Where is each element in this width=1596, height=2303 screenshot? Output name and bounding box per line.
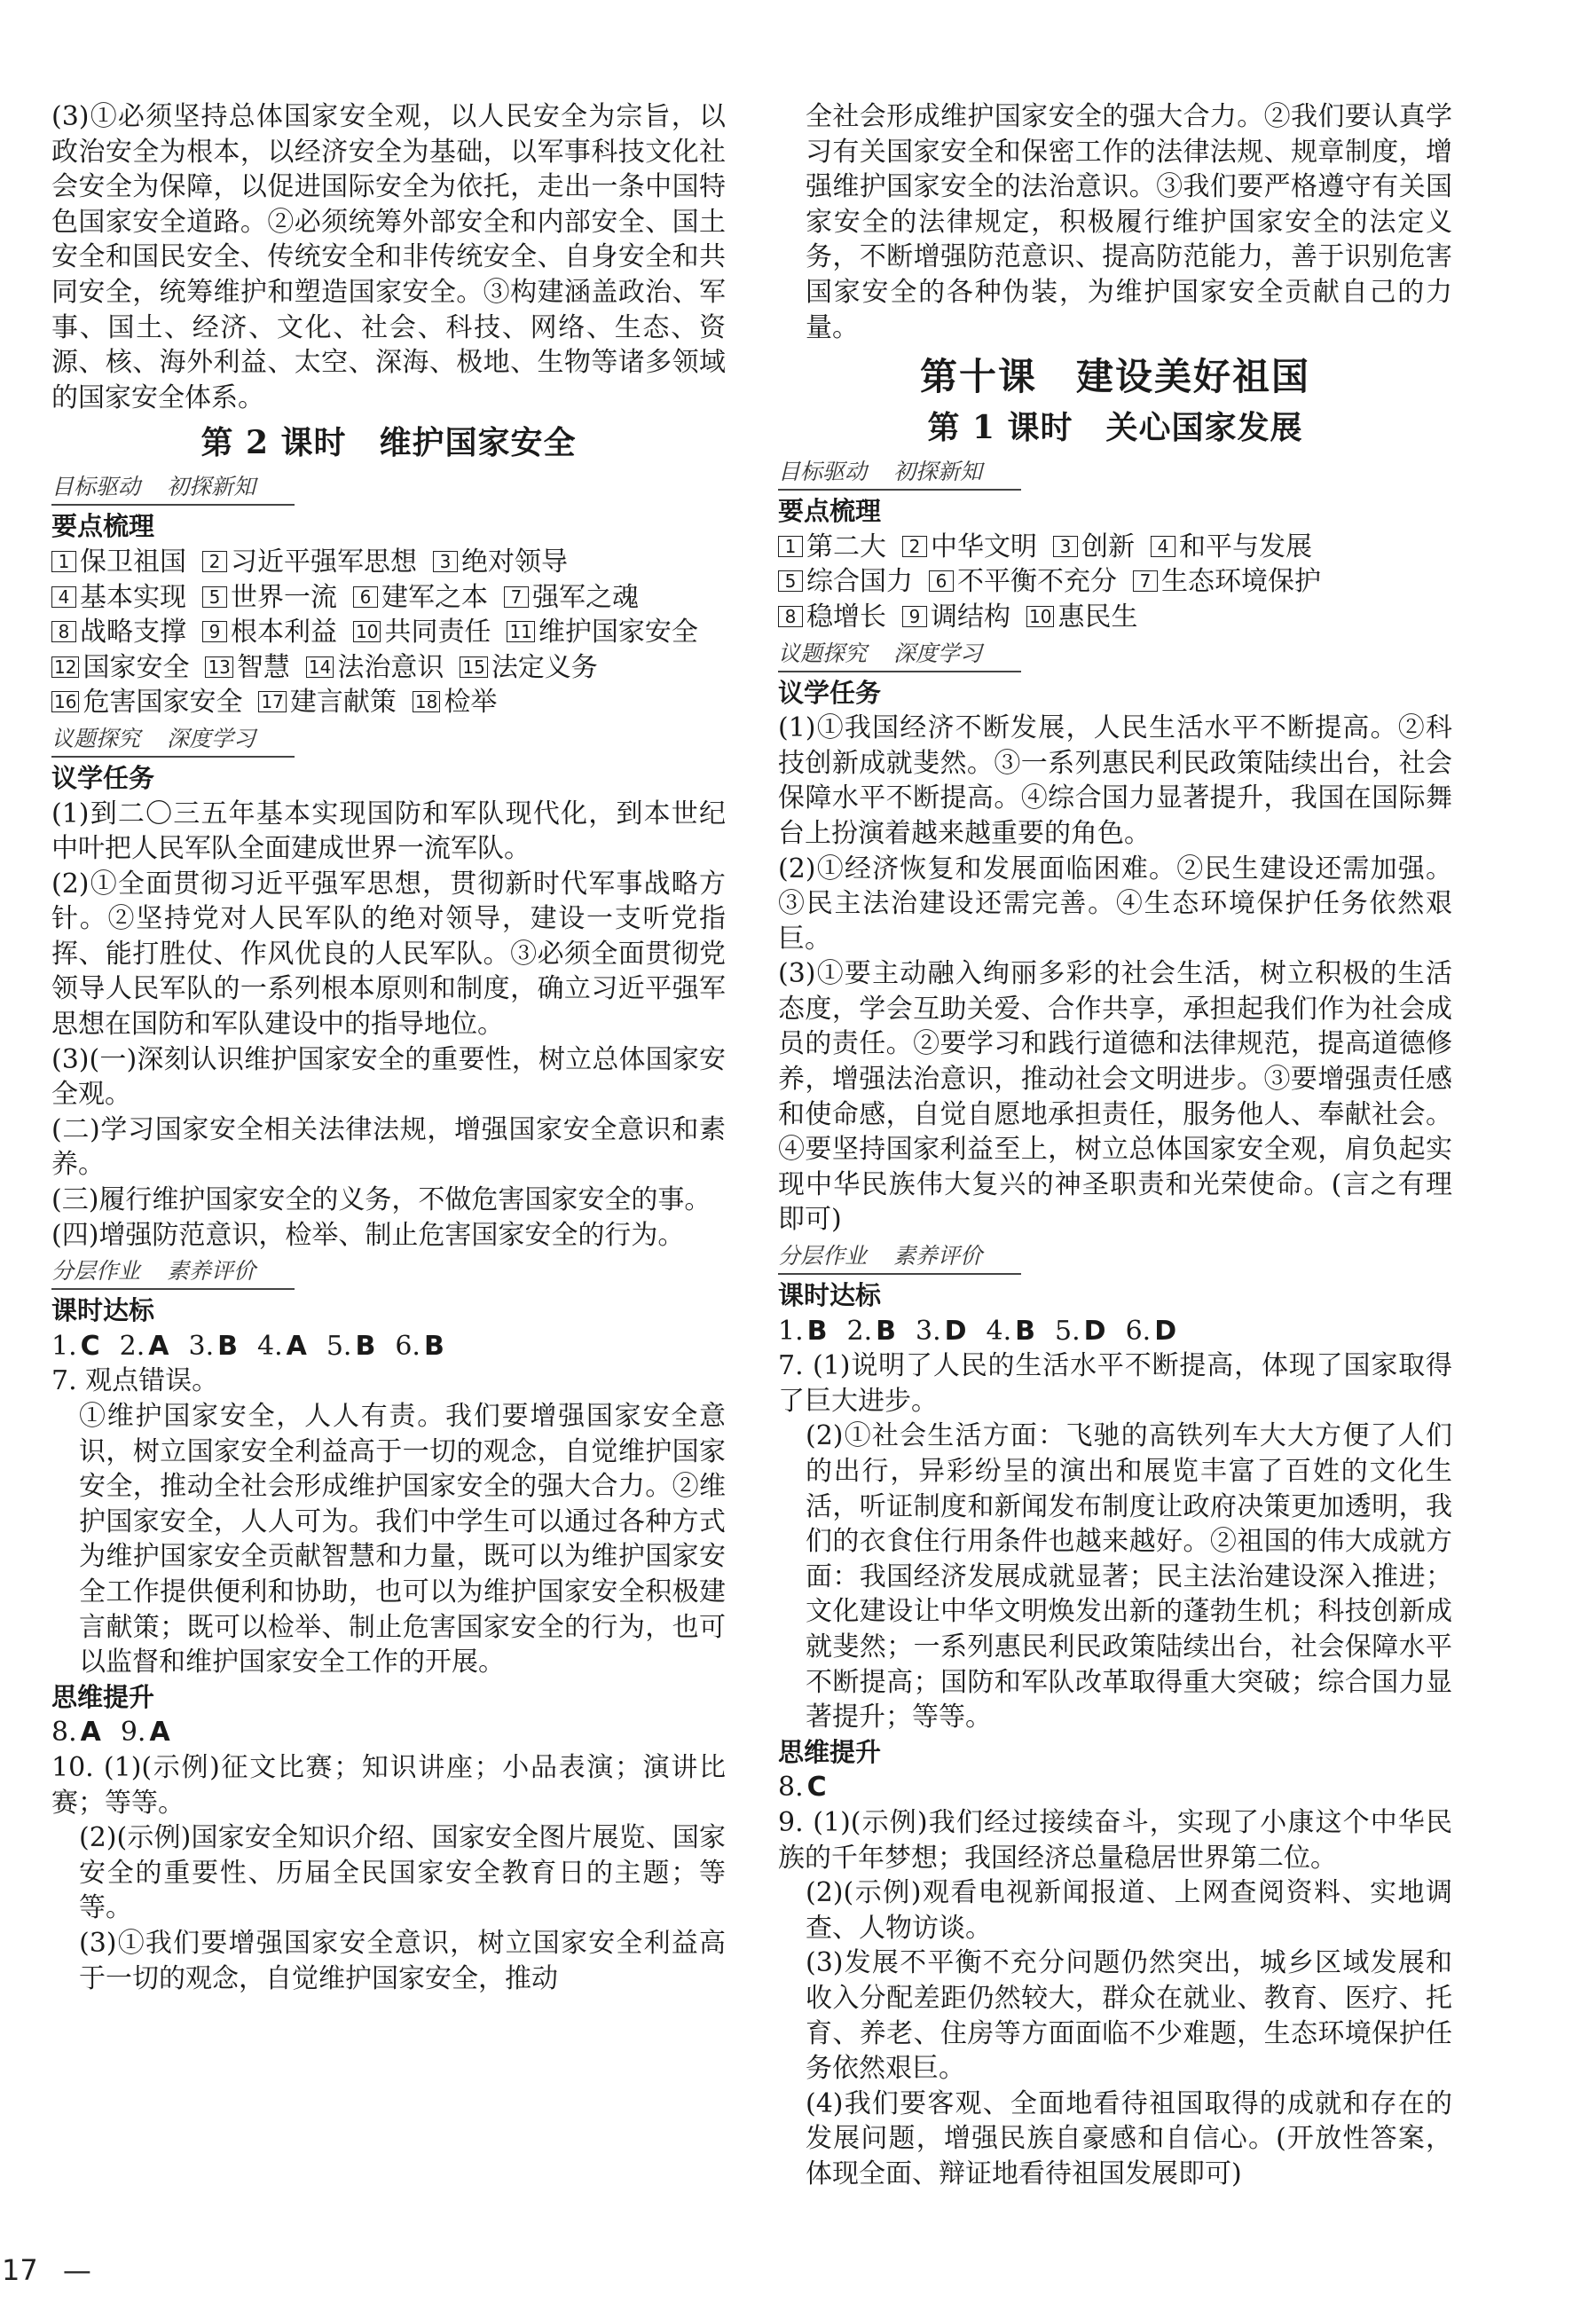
banner-label: 深度学习: [167, 725, 256, 751]
item-number-box: 12: [51, 656, 79, 678]
item-number-box: 10: [1026, 606, 1054, 627]
answer-number: 5.: [326, 1330, 352, 1362]
key-point-text: 法定义务: [491, 651, 598, 683]
key-point-text: 国家安全: [83, 651, 190, 683]
paragraph: ①维护国家安全，人人有责。我们要增强国家安全意识，树立国家安全利益高于一切的观念，自觉维护国家安全，推动全社会形成维护国家安全的强大合力。②维护国家安全，人人可为。我们中学生可以通过各种方式为维护国家安全贡献智慧和力量，既可以为维护国家安全工作提供便利和协助，也可以为维护国家安全积极建言献策；既可以检举、制止危害国家安全的行为，也可以监督和维护国家安全工作的开展。: [79, 1401, 726, 1678]
key-point-item: [433, 545, 568, 580]
item-number-box: 4: [51, 586, 76, 608]
answer-letter: A: [148, 1330, 169, 1362]
paragraph: (3)(一)深刻认识维护国家安全的重要性，树立总体国家安全观。: [51, 1043, 726, 1111]
item-number-box: 1: [51, 551, 76, 572]
item-number-box: 4: [1151, 536, 1175, 557]
item-number-box: 7: [1133, 570, 1158, 592]
key-point-text: 调结构: [931, 601, 1010, 633]
answer-number: 6.: [1125, 1315, 1152, 1347]
key-point-item: [504, 580, 639, 616]
answer-letter: A: [286, 1330, 307, 1362]
key-point-item: [353, 580, 488, 616]
item-number-box: 7: [504, 586, 529, 608]
answer-number: 6.: [395, 1330, 421, 1362]
paragraph: (3)①必须坚持总体国家安全观，以人民安全为宗旨，以政治安全为根本，以经济安全为基础，以军事科技文化社会安全为保障，以促进国际安全为依托，走出一条中国特色国家安全道路。②必须统筹外部安全和内部安全、国土安全和国民安全、传统安全和非传统安全、自身安全和共同安全，统筹维护和塑造国家安全。③构建涵盖政治、军事、国土、经济、文化、社会、科技、网络、生态、资源、核、海外利益、太空、深海、极地、生物等诸多领域的国家安全体系。: [51, 101, 726, 413]
item-number-box: 1: [778, 536, 803, 557]
banner-label: 分层作业: [51, 1258, 141, 1285]
answer-row: [778, 1314, 1452, 1349]
item-number-box: 5: [778, 570, 803, 592]
page-number: [2, 2253, 91, 2287]
item-number-box: 10: [353, 621, 381, 642]
answer-number: 2.: [119, 1330, 145, 1362]
key-points-list: [51, 545, 726, 720]
key-point-text: 维护国家安全: [538, 617, 698, 648]
item-number-box: 9: [902, 606, 927, 627]
key-point-text: 不平衡不充分: [957, 566, 1117, 598]
answer-letter: B: [355, 1330, 376, 1362]
item-number-box: 6: [929, 570, 954, 592]
answer-letter: B: [876, 1315, 896, 1347]
key-point-item: [51, 615, 186, 650]
banner-label: 初探新知: [167, 474, 256, 500]
key-point-item: [902, 600, 1010, 635]
key-point-item: [1053, 530, 1135, 565]
paragraph: (2)(示例)国家安全知识介绍、国家安全图片展览、国家安全的重要性、历届全民国家安全教育日的主题；等等。: [79, 1822, 726, 1924]
key-point-item: [51, 545, 186, 580]
answer-letter: A: [80, 1717, 101, 1749]
banner-label: 素养评价: [893, 1243, 983, 1269]
question-10: 10. (1)(示例)征文比赛；知识讲座；小品表演；演讲比赛；等等。: [51, 1751, 726, 1819]
key-point-item: [353, 615, 491, 650]
answer-letter: D: [944, 1315, 967, 1347]
key-point-item: [1133, 564, 1321, 600]
section-banner: [51, 724, 295, 758]
answer-letter: B: [806, 1315, 828, 1347]
section-banner: [51, 472, 295, 506]
item-number-box: 3: [433, 551, 458, 572]
right-column: [778, 99, 1452, 2191]
key-point-text: 惠民生: [1057, 601, 1138, 633]
key-point-text: 第二大: [806, 531, 886, 562]
answer-number: 3.: [188, 1330, 215, 1362]
item-number-box: 2: [202, 551, 227, 572]
banner-label: 初探新知: [893, 459, 983, 485]
item-number-box: 6: [353, 586, 378, 608]
key-point-item: [258, 685, 396, 720]
section-heading: 要点梳理: [51, 511, 155, 542]
item-number-box: 2: [902, 536, 927, 557]
key-point-item: [202, 545, 417, 580]
key-point-text: 综合国力: [806, 566, 913, 598]
section-banner: [778, 639, 1021, 672]
paragraph: (3)发展不平衡不充分问题仍然突出，城乡区域发展和收入分配差距仍然较大，群众在就业、教育、医疗、托育、养老、住房等方面面临不少难题，生态环境保护任务依然艰巨。: [806, 1947, 1452, 2085]
answer-number: 1.: [778, 1315, 804, 1347]
key-point-item: [778, 564, 913, 600]
key-point-item: [778, 600, 886, 635]
item-number-box: 11: [507, 621, 534, 642]
section-banner: [778, 1241, 1021, 1275]
section-heading: 思维提升: [778, 1736, 882, 1767]
key-point-text: 根本利益: [231, 617, 337, 648]
question-7: 7. 观点错误。: [51, 1365, 219, 1397]
question-9: 9. (1)(示例)我们经过接续奋斗，实现了小康这个中华民族的千年梦想；我国经济总量稳居世界第二位。: [778, 1806, 1452, 1874]
key-point-item: [1151, 530, 1312, 565]
section-heading: 议学任务: [778, 677, 882, 708]
answer-letter: C: [80, 1330, 100, 1362]
key-point-text: 检举: [444, 687, 498, 719]
paragraph: (1)到二〇三五年基本实现国防和军队现代化，到本世纪中叶把人民军队全面建成世界一流军队。: [51, 798, 726, 865]
answer-letter: A: [149, 1717, 170, 1749]
section-heading: 课时达标: [51, 1295, 155, 1326]
key-point-item: [413, 685, 497, 720]
answer-number: 8.: [778, 1772, 804, 1804]
key-point-text: 基本实现: [80, 581, 186, 613]
page-number-value: 17: [2, 2253, 38, 2287]
key-point-item: [1026, 600, 1137, 635]
lesson-title: 第 1 课时 关心国家发展: [927, 409, 1303, 447]
key-point-text: 生态环境保护: [1161, 566, 1321, 598]
answer-row: [51, 1329, 726, 1364]
item-number-box: 8: [51, 621, 76, 642]
key-point-text: 习近平强军思想: [231, 546, 417, 578]
paragraph: (3)①我们要增强国家安全意识，树立国家安全利益高于一切的观念，自觉维护国家安全，推动: [79, 1927, 726, 1994]
key-point-item: [507, 615, 697, 650]
item-number-box: 9: [202, 621, 227, 642]
paragraph: (三)履行维护国家安全的义务，不做危害国家安全的事。: [51, 1184, 712, 1216]
answer-number: 2.: [846, 1315, 873, 1347]
item-number-box: 8: [778, 606, 803, 627]
banner-label: 深度学习: [893, 640, 983, 666]
answer-row: [51, 1715, 726, 1750]
key-point-item: [202, 615, 337, 650]
key-point-text: 保卫祖国: [80, 546, 186, 578]
key-point-item: [929, 564, 1117, 600]
answer-letter: D: [1083, 1315, 1106, 1347]
item-number-box: 5: [202, 586, 227, 608]
key-point-item: [306, 650, 444, 686]
key-point-item: [51, 580, 186, 616]
section-heading: 要点梳理: [778, 496, 882, 527]
paragraph: (2)①社会生活方面：飞驰的高铁列车大大方便了人们的出行，异彩纷呈的演出和展览丰富了百姓的文化生活，听证制度和新闻发布制度让政府决策更加透明，我们的衣食住行用条件也越来越好。②祖国的伟大成就方面：我国经济发展成就显著；民主法治建设深入推进；文化建设让中华文明焕发出新的蓬勃生机；科技创新成就斐然；一系列惠民利民政策陆续出台，社会保障水平不断提高；国防和军队改革取得重大突破；综合国力显著提升；等等。: [806, 1420, 1452, 1733]
banner-label: 分层作业: [778, 1243, 868, 1269]
key-point-item: [202, 580, 337, 616]
lesson-title: 第 2 课时 维护国家安全: [200, 424, 577, 462]
key-point-text: 智慧: [236, 651, 290, 683]
answer-number: 5.: [1055, 1315, 1081, 1347]
answer-number: 3.: [916, 1315, 941, 1347]
answer-letter: C: [806, 1772, 827, 1804]
key-point-text: 世界一流: [231, 581, 337, 613]
key-point-text: 绝对领导: [461, 546, 568, 578]
item-number-box: 15: [460, 656, 487, 678]
paragraph: (1)①我国经济不断发展，人民生活水平不断提高。②科技创新成就斐然。③一系列惠民利民政策陆续出台，社会保障水平不断提高。④综合国力显著提升，我国在国际舞台上扮演着越来越重要的角色。: [778, 712, 1452, 849]
page-dash: —: [62, 2253, 91, 2287]
paragraph: (四)增强防范意识，检举、制止危害国家安全的行为。: [51, 1219, 685, 1251]
key-point-text: 强军之魂: [532, 581, 639, 613]
key-point-text: 稳增长: [806, 601, 886, 633]
key-point-item: [51, 650, 189, 686]
key-point-text: 和平与发展: [1179, 531, 1312, 562]
key-point-text: 法治意识: [337, 651, 444, 683]
key-point-item: [778, 530, 886, 565]
left-column: [51, 99, 726, 1996]
key-point-item: [51, 685, 242, 720]
key-point-text: 建言献策: [289, 687, 397, 719]
section-banner: [51, 1256, 295, 1290]
key-point-text: 战略支撑: [80, 617, 186, 648]
section-banner: [778, 457, 1021, 491]
paragraph: (4)我们要客观、全面地看待祖国取得的成就和存在的发展问题，增强民族自豪感和自信心。(开放性答案，体现全面、辩证地看待祖国发展即可): [806, 2087, 1452, 2189]
banner-label: 素养评价: [167, 1258, 256, 1285]
answer-number: 4.: [257, 1330, 283, 1362]
paragraph: (2)(示例)观看电视新闻报道、上网查阅资料、实地调查、人物访谈。: [806, 1877, 1452, 1944]
key-point-text: 建军之本: [381, 581, 488, 613]
paragraph: (2)①经济恢复和发展面临困难。②民生建设还需加强。③民主法治建设还需完善。④生态环境保护任务依然艰巨。: [778, 853, 1452, 955]
key-point-text: 共同责任: [384, 617, 491, 648]
banner-label: 目标驱动: [778, 459, 868, 485]
item-number-box: 3: [1053, 536, 1078, 557]
key-point-item: [205, 650, 289, 686]
key-point-text: 危害国家安全: [83, 687, 243, 719]
paragraph: (3)①要主动融入绚丽多彩的社会生活，树立积极的生活态度，学会互助关爱、合作共享，承担起我们作为社会成员的责任。②要学习和践行道德和法律规范，提高道德修养，增强法治意识，推动社会文明进步。③要增强责任感和使命感，自觉自愿地承担责任，服务他人、奉献社会。④要坚持国家利益至上，树立总体国家安全观，肩负起实现中华民族伟大复兴的神圣职责和光荣使命。(言之有理即可): [778, 958, 1452, 1236]
item-number-box: 13: [205, 656, 232, 678]
banner-label: 目标驱动: [51, 474, 141, 500]
item-number-box: 14: [306, 656, 334, 678]
section-heading: 课时达标: [778, 1280, 882, 1311]
answer-number: 8.: [51, 1717, 77, 1749]
question-7: 7. (1)说明了人民的生活水平不断提高，体现了国家取得了巨大进步。: [778, 1350, 1452, 1417]
item-number-box: 17: [258, 691, 286, 712]
answer-letter: B: [217, 1330, 238, 1362]
answer-row: [778, 1770, 1452, 1805]
answer-number: 1.: [51, 1330, 77, 1362]
paragraph: 全社会形成维护国家安全的强大合力。②我们要认真学习有关国家安全和保密工作的法律法规、规章制度，增强维护国家安全的法治意识。③我们要严格遵守有关国家安全的法律规定，积极履行维护国家安全的法定义务，不断增强防范意识、提高防范能力，善于识别危害国家安全的各种伪装，为维护国家安全贡献自己的力量。: [806, 101, 1452, 343]
answer-letter: B: [1015, 1315, 1036, 1347]
key-point-item: [460, 650, 597, 686]
answer-number: 9.: [120, 1717, 146, 1749]
answer-letter: B: [423, 1330, 444, 1362]
item-number-box: 16: [51, 691, 79, 712]
key-point-text: 中华文明: [931, 531, 1037, 562]
section-heading: 议学任务: [51, 762, 155, 793]
banner-label: 议题探究: [51, 725, 141, 751]
section-heading: 思维提升: [51, 1681, 155, 1712]
key-point-item: [902, 530, 1037, 565]
paragraph: (2)①全面贯彻习近平强军思想，贯彻新时代军事战略方针。②坚持党对人民军队的绝对领导，建设一支听党指挥、能打胜仗、作风优良的人民军队。③必须全面贯彻党领导人民军队的一系列根本原则和制度，确立习近平强军思想在国防和军队建设中的指导地位。: [51, 868, 726, 1041]
banner-label: 议题探究: [778, 640, 868, 666]
paragraph: (二)学习国家安全相关法律法规，增强国家安全意识和素养。: [51, 1113, 726, 1181]
key-point-text: 创新: [1081, 531, 1135, 562]
answer-number: 4.: [986, 1315, 1012, 1347]
item-number-box: 18: [413, 691, 440, 712]
answer-letter: D: [1154, 1315, 1177, 1347]
key-points-list: [778, 530, 1452, 635]
chapter-title: 第十课 建设美好祖国: [919, 355, 1310, 399]
